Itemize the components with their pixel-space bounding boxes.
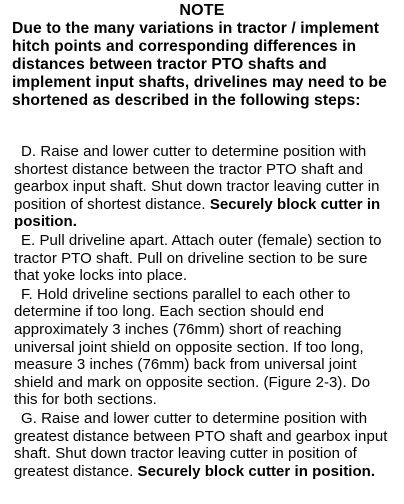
step-g-text: G. Raise and lower cutter to determine position with greatest distance between PTO shaft and gearbox input shaft. Shut down tractor leaving cutter in position of greatest distance. bbox=[14, 409, 388, 480]
step-g-warning: Securely block cutter in position. bbox=[137, 462, 376, 480]
step-d-warning: Securely block cutter in position. bbox=[14, 195, 381, 231]
step-g bbox=[14, 410, 396, 480]
step-e-text: E. Pull driveline apart. Attach outer (female) section to tractor PTO shaft. Pull on driveline section to be sure that yoke locks into place. bbox=[14, 231, 382, 285]
step-f bbox=[14, 286, 396, 409]
note-title: NOTE bbox=[179, 2, 225, 19]
step-e bbox=[14, 232, 396, 285]
note-body: Due to the many variations in tractor / implement hitch points and corresponding differences in distances between tractor PTO shafts and implement input shafts, drivelines may need to be shortened as described in the following steps: bbox=[12, 20, 387, 109]
step-f-text: F. Hold driveline sections parallel to each other to determine if too long. Each section should end approximately 3 inches (76mm) short of reaching universal joint shield on opposite section. If too long, measure 3 inches (76mm) back from universal joint shield and mark on opposite section. (Figure 2-3). Do this for both sections. bbox=[14, 285, 371, 409]
step-d-text: D. Raise and lower cutter to determine position with shortest distance between the tractor PTO shaft and gearbox input shaft. Shut down tractor leaving cutter in position of shortest distance. bbox=[14, 143, 380, 213]
steps-list bbox=[14, 143, 396, 481]
step-d bbox=[14, 143, 396, 231]
